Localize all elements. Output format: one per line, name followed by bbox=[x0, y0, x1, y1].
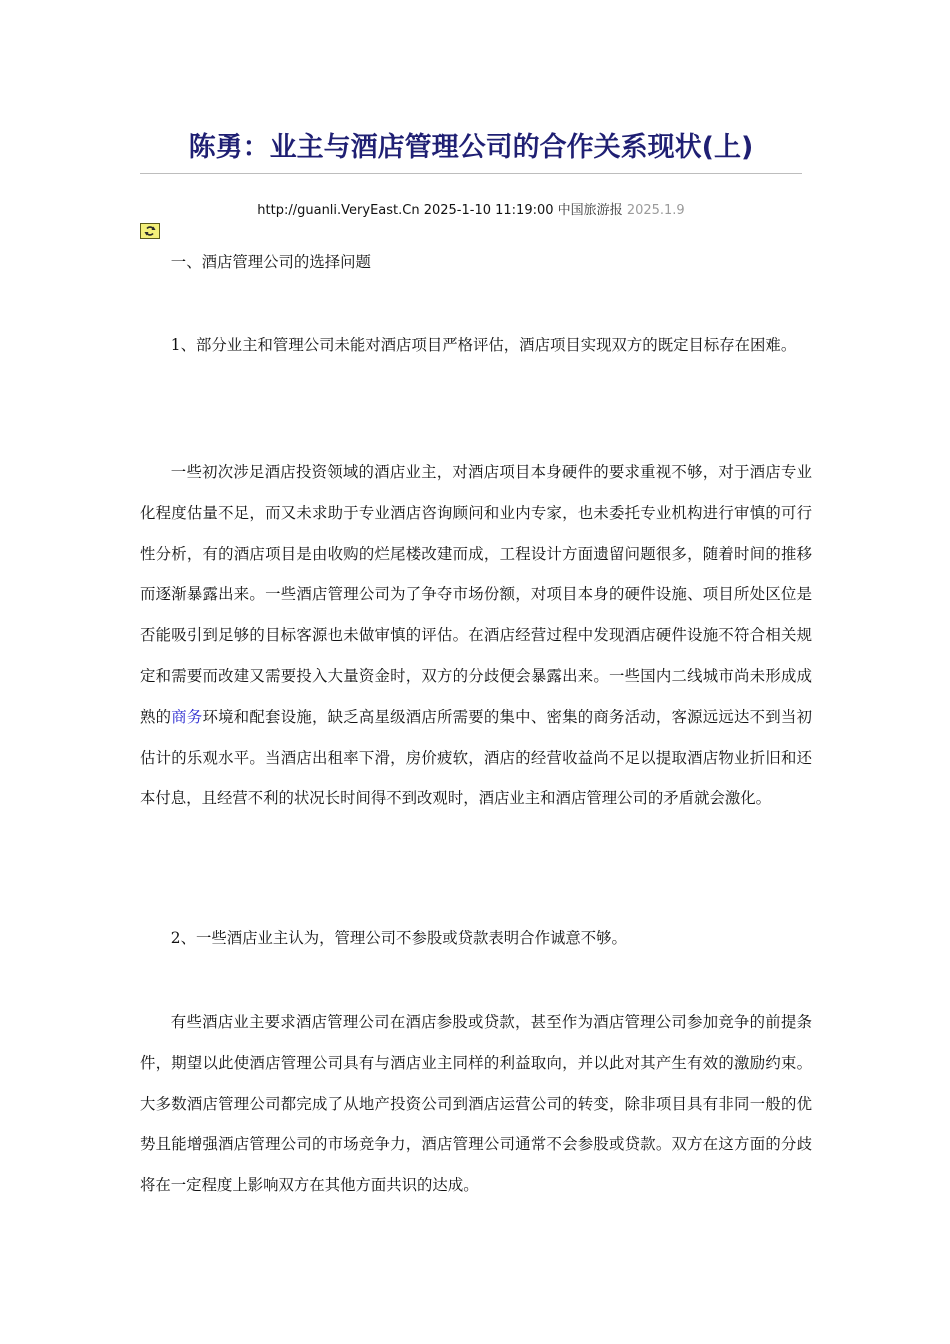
point1-body-block bbox=[140, 452, 812, 819]
meta-source: 中国旅游报 bbox=[557, 203, 623, 218]
point2-body-block bbox=[140, 1002, 812, 1206]
article-meta bbox=[140, 201, 802, 221]
point1-heading-block bbox=[140, 325, 812, 366]
point1-body-part1: 一些初次涉足酒店投资领域的酒店业主，对酒店项目本身硬件的要求重视不够，对于酒店专业化程度估量不足，而又未求助于专业酒店咨询顾问和业内专家，也未委托专业机构进行审慎的可行性分析，有的酒店项目是由收购的烂尾楼改建而成，工程设计方面遗留问题很多，随着时间的推移而逐渐暴露出来。一些酒店管理公司为了争夺市场份额，对项目本身的硬件设施、项目所处区位是否能吸引到足够的目标客源也未做审慎的评估。在酒店经营过程中发现酒店硬件设施不符合相关规定和需要而改建又需要投入大量资金时，双方的分歧便会暴露出来。一些国内二线城市尚未形成成熟的 bbox=[140, 463, 812, 726]
section-heading-block bbox=[140, 248, 812, 276]
meta-datetime: 2025-1-10 11:19:00 bbox=[423, 203, 554, 218]
meta-url: http://guanli.VeryEast.Cn bbox=[257, 203, 420, 218]
refresh-icon[interactable] bbox=[140, 223, 160, 239]
point1-body-part2: 环境和配套设施，缺乏高星级酒店所需要的集中、密集的商务活动，客源远远达不到当初估计的乐观水平。当酒店出租率下滑，房价疲软，酒店的经营收益尚不足以提取酒店物业折旧和还本付息，且经营不利的状况长时间得不到改观时，酒店业主和酒店管理公司的矛盾就会激化。 bbox=[140, 707, 812, 808]
point1-body bbox=[140, 452, 812, 819]
meta-pub-date: 2025.1.9 bbox=[626, 203, 685, 218]
point2-body: 有些酒店业主要求酒店管理公司在酒店参股或贷款，甚至作为酒店管理公司参加竞争的前提条件，期望以此使酒店管理公司具有与酒店业主同样的利益取向，并以此对其产生有效的激励约束。大多数酒店管理公司都完成了从地产投资公司到酒店运营公司的转变，除非项目具有非同一般的优势且能增强酒店管理公司的市场竞争力，酒店管理公司通常不会参股或贷款。双方在这方面的分歧将在一定程度上影响双方在其他方面共识的达成。 bbox=[140, 1013, 812, 1195]
point1-heading: 1、部分业主和管理公司未能对酒店项目严格评估，酒店项目实现双方的既定目标存在困难。 bbox=[170, 336, 797, 354]
point2-heading-block bbox=[140, 918, 812, 959]
point2-heading: 2、一些酒店业主认为，管理公司不参股或贷款表明合作诚意不够。 bbox=[170, 929, 627, 947]
title-divider bbox=[140, 173, 802, 174]
article-title: 陈勇：业主与酒店管理公司的合作关系现状(上) bbox=[188, 132, 754, 163]
business-link[interactable]: 商务 bbox=[171, 707, 203, 726]
section-heading: 一、酒店管理公司的选择问题 bbox=[170, 253, 371, 271]
